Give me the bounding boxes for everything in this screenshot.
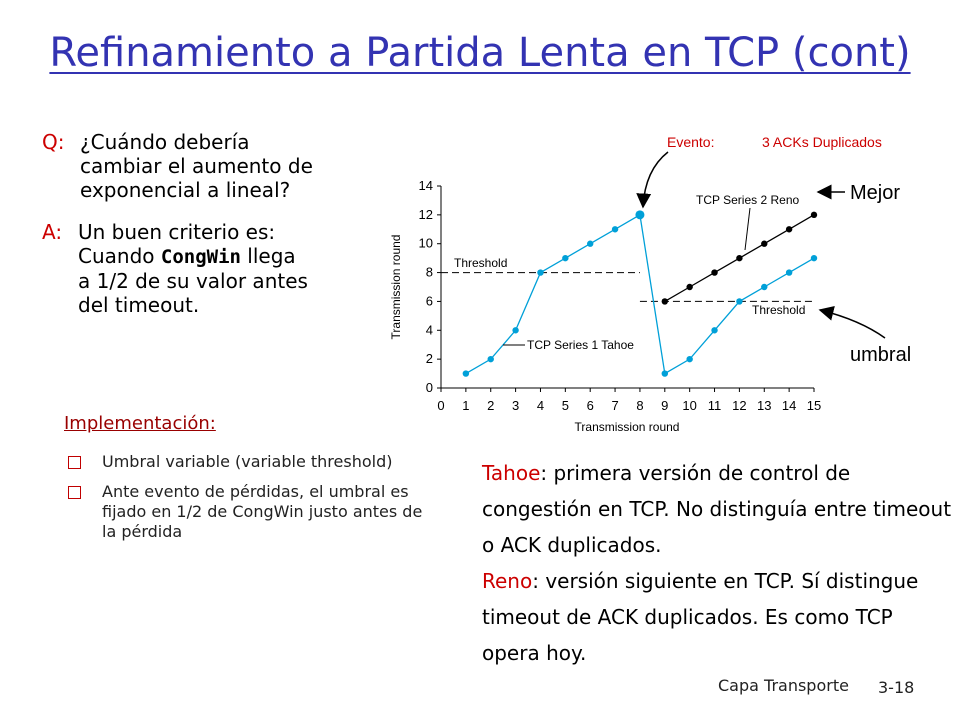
x-tick-label: 6 <box>586 398 594 413</box>
answer-line2-post: llega <box>240 244 296 268</box>
tahoe-data-point <box>612 226 618 232</box>
tahoe-data-point <box>488 356 494 362</box>
x-tick-label: 7 <box>611 398 619 413</box>
x-tick-label: 13 <box>757 398 772 413</box>
answer-line: Un buen criterio es: <box>78 220 276 244</box>
tahoe-data-point <box>463 370 469 376</box>
x-tick-label: 5 <box>561 398 569 413</box>
y-axis-label: Transmission round <box>389 234 403 340</box>
reno-data-point <box>811 212 817 218</box>
answer-line: a 1/2 de su valor antes <box>78 269 308 293</box>
event-arrow <box>643 152 668 207</box>
tahoe-data-point <box>711 327 717 333</box>
bullet-box-icon <box>68 456 81 469</box>
list-item <box>68 482 428 542</box>
answer-line2-pre: Cuando <box>78 244 161 268</box>
answer-prefix: A: <box>42 220 63 244</box>
tahoe-data-point <box>562 255 568 261</box>
y-tick-label: 10 <box>418 235 433 251</box>
question-line: ¿Cuándo debería <box>80 130 250 154</box>
bullet-text: Ante evento de pérdidas, el umbral es fijado en 1/2 de CongWin justo antes de la pérdida <box>102 482 423 541</box>
y-tick-label: 0 <box>425 380 433 395</box>
y-tick-label: 4 <box>425 322 433 338</box>
tahoe-data-point <box>587 241 593 247</box>
event-label: Evento: <box>667 134 715 150</box>
implementation-list <box>68 452 428 552</box>
series-label-reno: TCP Series 2 Reno <box>696 193 800 207</box>
bullet-text: Umbral variable (variable threshold) <box>102 452 393 471</box>
y-tick-label: 12 <box>418 206 433 222</box>
x-tick-label: 8 <box>636 398 644 413</box>
reno-data-point <box>761 241 767 247</box>
page-number: 3-18 <box>878 678 915 697</box>
event-text: 3 ACKs Duplicados <box>762 134 882 150</box>
x-tick-label: 9 <box>661 398 669 413</box>
x-tick-label: 15 <box>806 398 822 413</box>
tahoe-data-point <box>662 370 668 376</box>
y-tick-label: 6 <box>425 293 433 309</box>
reno-data-point <box>662 298 668 304</box>
threshold-side-label: umbral <box>850 344 912 366</box>
tahoe-label: Tahoe <box>482 461 541 485</box>
implementation-title: Implementación: <box>64 413 216 434</box>
better-label: Mejor <box>850 182 901 204</box>
x-tick-label: 10 <box>682 398 697 413</box>
question-line: exponencial a lineal? <box>80 178 291 202</box>
question-prefix: Q: <box>42 130 65 154</box>
x-tick-label: 12 <box>732 398 747 413</box>
tahoe-data-point <box>736 298 742 304</box>
reno-label-pointer <box>745 208 750 250</box>
tahoe-series-line <box>466 215 814 374</box>
bullet-box-icon <box>68 486 81 499</box>
reno-data-point <box>786 226 792 232</box>
tahoe-text: : primera versión de control de congestión en TCP. No distinguía entre timeout o ACK duplicados. <box>482 461 952 557</box>
x-axis-label: Transmission round <box>574 420 680 434</box>
x-tick-label: 0 <box>437 398 445 413</box>
x-tick-label: 2 <box>487 398 495 413</box>
series-label-tahoe: TCP Series 1 Tahoe <box>527 338 634 352</box>
tahoe-data-point <box>761 284 767 290</box>
reno-text: : versión siguiente en TCP. Sí distingue timeout de ACK duplicados. Es como TCP opera hoy. <box>482 569 919 665</box>
x-tick-label: 14 <box>781 398 797 413</box>
tahoe-data-point <box>512 327 518 333</box>
x-tick-label: 4 <box>536 398 545 413</box>
x-tick-label: 11 <box>707 398 722 413</box>
tahoe-data-point <box>537 269 543 275</box>
tahoe-data-point <box>635 210 644 219</box>
footer-section: Capa Transporte <box>718 676 849 695</box>
explanation-text <box>482 455 952 671</box>
threshold-arrow <box>820 310 885 338</box>
reno-data-point <box>686 284 692 290</box>
reno-data-point <box>711 269 717 275</box>
question-line: cambiar el aumento de <box>80 154 313 178</box>
answer-line <box>78 244 382 269</box>
slide-title: Refinamiento a Partida Lenta en TCP (cont) <box>49 30 911 76</box>
tahoe-data-point <box>811 255 817 261</box>
threshold-label-2: Threshold <box>752 303 806 317</box>
answer-block <box>42 220 382 317</box>
x-tick-label: 3 <box>511 398 520 413</box>
tahoe-data-point <box>686 356 692 362</box>
answer-line: del timeout. <box>78 293 200 317</box>
congwin-code: CongWin <box>160 246 241 268</box>
x-tick-label: 1 <box>462 398 470 413</box>
reno-label: Reno <box>482 569 533 593</box>
y-tick-label: 2 <box>425 351 433 367</box>
tahoe-data-point <box>786 269 792 275</box>
question-block <box>42 130 382 202</box>
list-item <box>68 452 428 472</box>
congestion-window-chart <box>380 120 960 450</box>
reno-data-point <box>736 255 742 261</box>
y-tick-label: 14 <box>418 178 433 193</box>
y-tick-label: 8 <box>425 264 433 280</box>
threshold-label-1: Threshold <box>454 256 508 270</box>
